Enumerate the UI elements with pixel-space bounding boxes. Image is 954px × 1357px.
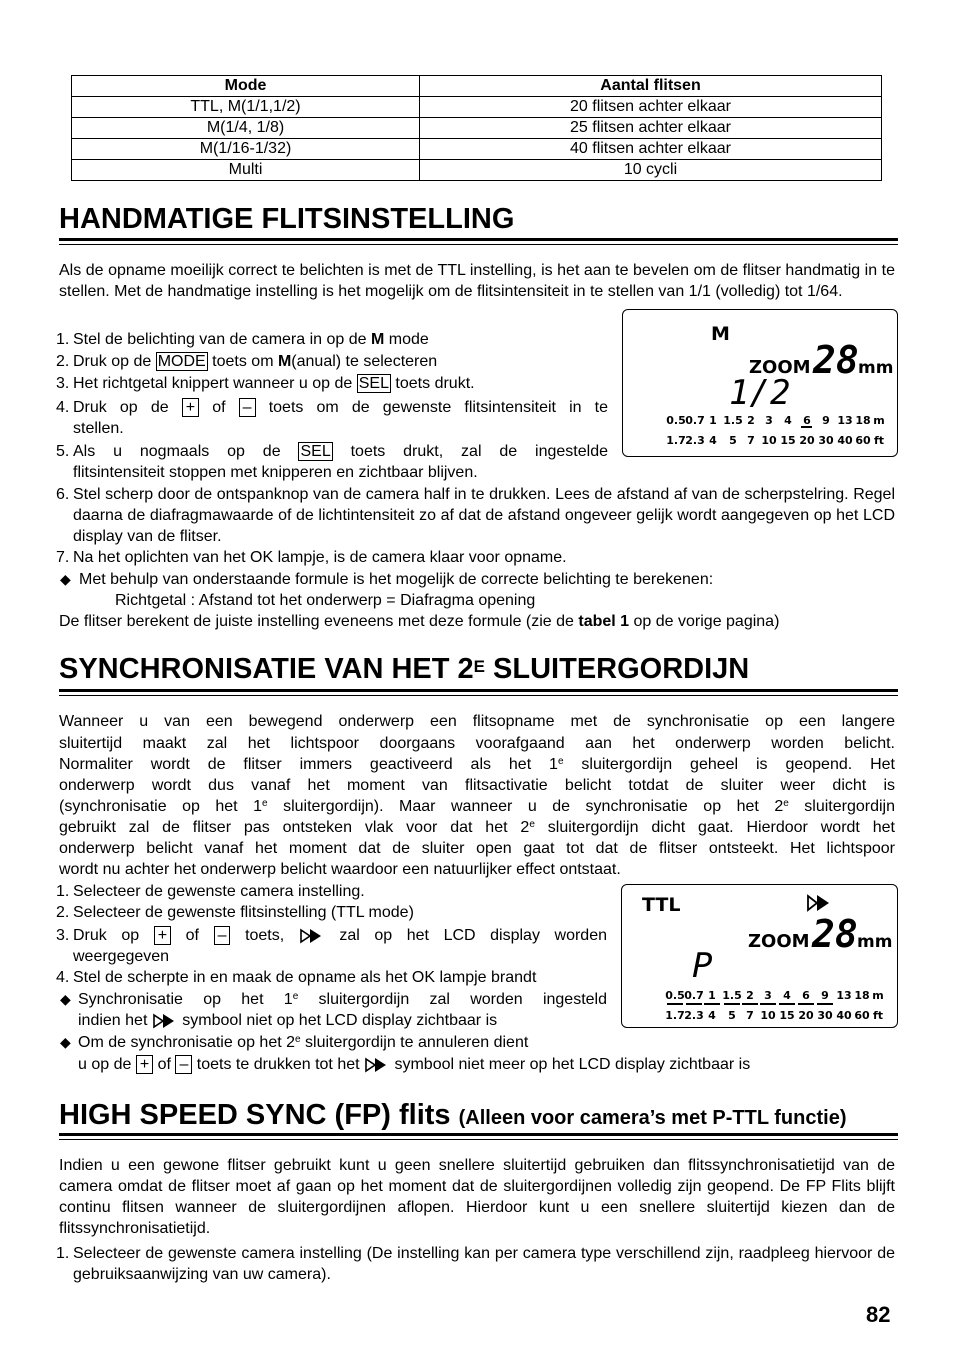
lcd-display-ttl: [621, 884, 898, 1028]
lcd-scale-label: 3: [765, 414, 773, 427]
step-number: 6.: [56, 486, 70, 503]
lcd-zoom-unit: mm: [857, 932, 893, 952]
lcd-zoom-label: ZOOM: [749, 357, 811, 378]
lcd-scale-label: 7: [746, 1009, 754, 1022]
lcd-scale-label: 1.7: [666, 434, 686, 447]
lcd-scale-label: 6: [803, 414, 811, 427]
lcd-scale-label: 20: [798, 1009, 814, 1022]
formula: Richtgetal : Afstand tot het onderwerp = Diafragma opening: [115, 592, 536, 609]
diamond-bullet-icon: ◆: [60, 571, 71, 587]
lcd-scale-label: 10: [760, 1009, 776, 1022]
lcd-scale-label: 40: [837, 434, 853, 447]
lcd-zoom-value: 28: [813, 338, 859, 382]
minus-key: –: [175, 1055, 192, 1074]
manual-step-6: Stel scherp door de ontspanknop van de camera half in te drukken. Lees de afstand af van de scherpstelring. Regel daarna de diafragmawaarde of de lichtintensiteit zo af dat de afstand ongeveer gelijk wordt aangegeven op het LCD display van de flitser.: [73, 486, 895, 545]
lcd-scale-label: 0.7: [684, 989, 704, 1002]
lcd-scale-label: 0.7: [685, 414, 705, 427]
sel-key: SEL: [358, 375, 389, 392]
lcd-scale-label: 1.5: [723, 414, 743, 427]
manual-closing: De flitser berekent de juiste instelling eveneens met deze formule (zie de tabel 1 op de vorige pagina): [59, 613, 780, 630]
lcd-scale-label: 2: [747, 414, 755, 427]
plus-key: +: [154, 926, 171, 945]
table-row: [72, 139, 882, 160]
minus-key: –: [214, 926, 231, 945]
section-divider: [59, 1133, 898, 1140]
manual-step-2: Druk op de MODE toets om M(anual) te selecteren: [73, 353, 438, 370]
section-divider: [59, 689, 898, 696]
manual-intro: Als de opname moeilijk correct te belichten is met de TTL instelling, is het aan te bevelen om de flitser handmatig in te stellen. Met de handmatige instelling is het mogelijk om de flitsintensiteit in te stellen van 1/1 (volledig) tot 1/64.: [59, 262, 895, 300]
minus-key: –: [239, 398, 256, 417]
sync-paragraph-line: (synchronisatie op het 1e sluitergordijn). Maar wanneer u de synchronisatie op het 2e sluitergordijn: [59, 798, 895, 815]
step-number: 2.: [56, 904, 70, 921]
rear-curtain-icon: [364, 1056, 390, 1074]
table-cell: Multi: [72, 160, 420, 181]
manual-step-5: Als u nogmaals op de SEL toets drukt, zal de ingestelde: [73, 443, 608, 460]
sync-paragraph-line: gebruikt zal de flitser pas ontsteken vlak voor dat het 2e sluitergordijn dicht gaat. Hierdoor wordt het: [59, 819, 895, 836]
table-cell: M(1/16-1/32): [72, 139, 420, 160]
section-title-high-speed-sync: HIGH SPEED SYNC (FP) flits (Alleen voor camera’s met P-TTL functie): [59, 1099, 847, 1131]
step-number: 3.: [56, 375, 70, 392]
sync-paragraph-line: onderwerp belicht vanaf het moment dat de sluiter open gaat tot dat de flitser ontsteekt. Het lichtspoor: [59, 840, 895, 857]
lcd-program: P: [692, 946, 713, 986]
lcd-zoom-unit: mm: [858, 358, 894, 378]
step-number: 5.: [56, 443, 70, 460]
diamond-bullet-icon: ◆: [60, 991, 71, 1007]
diamond-bullet-icon: ◆: [60, 1034, 71, 1050]
lcd-scale-label: 18: [854, 989, 870, 1002]
lcd-power: 1/2: [729, 373, 791, 413]
lcd-scale-label: ft: [872, 1009, 884, 1022]
lcd-graphic: [623, 310, 896, 455]
lcd-scale-label: 0.5: [665, 989, 685, 1002]
lcd-scale-label: 30: [817, 1009, 833, 1022]
plus-key: +: [182, 398, 199, 417]
step-number: 1.: [56, 883, 70, 900]
plus-key: +: [136, 1055, 153, 1074]
mode-key: MODE: [157, 353, 206, 370]
table-cell: 20 flitsen achter elkaar: [420, 97, 882, 118]
lcd-zoom-label: ZOOM: [748, 931, 810, 952]
lcd-scale-label: 13: [837, 414, 853, 427]
fp-step-1: Selecteer de gewenste camera instelling (De instelling kan per camera type verschillend zijn, raadpleeg hiervoor de gebruiksaanwijzing van uw camera).: [73, 1245, 895, 1283]
lcd-scale-label: 9: [822, 414, 830, 427]
lcd-scale-label: 15: [779, 1009, 795, 1022]
lcd-scale-label: 40: [836, 1009, 852, 1022]
table-row: [72, 160, 882, 181]
lcd-scale-label: 10: [761, 434, 777, 447]
sync-paragraph-line: Wanneer u van een bewegend onderwerp een flitsopname met de synchronisatie op een langere: [59, 713, 895, 730]
lcd-scale-label: 2: [746, 989, 754, 1002]
page-number: 82: [866, 1302, 891, 1327]
step-number: 4.: [56, 399, 70, 416]
rear-curtain-icon: [152, 1012, 178, 1030]
lcd-scale-label: 30: [818, 434, 834, 447]
step-number: 2.: [56, 353, 70, 370]
table-row: [72, 118, 882, 139]
lcd-scale-label: 7: [747, 434, 755, 447]
formula-note: Met behulp van onderstaande formule is het mogelijk de correcte belichting te berekenen:: [79, 571, 714, 588]
lcd-scale-label: 60: [854, 1009, 870, 1022]
lcd-scale-label: ft: [873, 434, 885, 447]
manual-step-7: Na het oplichten van het OK lampje, is de camera klaar voor opname.: [73, 549, 567, 566]
step-number: 3.: [56, 927, 70, 944]
sync-bullet-1-cont: indien het symbool niet op het LCD display zichtbaar is: [78, 1012, 498, 1029]
table-header-row: [72, 76, 882, 97]
table-header-count: Aantal flitsen: [420, 76, 882, 97]
lcd-mode: TTL: [642, 894, 681, 916]
lcd-scale-label: 9: [821, 989, 829, 1002]
sel-key: SEL: [300, 443, 331, 460]
lcd-scale-label: 4: [708, 1009, 716, 1022]
lcd-scale-label: 3: [764, 989, 772, 1002]
manual-step-4-cont: stellen.: [73, 420, 124, 437]
lcd-scale-label: 2.3: [685, 434, 705, 447]
lcd-scale-label: 2.3: [684, 1009, 704, 1022]
section-title-manual: HANDMATIGE FLITSINSTELLING: [59, 203, 515, 235]
lcd-scale-label: 0.5: [666, 414, 686, 427]
lcd-scale-label: 4: [784, 414, 792, 427]
lcd-scale-label: 20: [799, 434, 815, 447]
sync-step-2: Selecteer de gewenste flitsinstelling (TTL mode): [73, 904, 414, 921]
rear-curtain-icon: [808, 895, 829, 911]
lcd-mode: M: [711, 323, 730, 345]
lcd-scale-label: 1: [708, 989, 716, 1002]
rear-curtain-icon: [299, 927, 325, 945]
lcd-scale-label: 13: [836, 989, 852, 1002]
sync-paragraph-line: onderwerp wordt dus vanaf het moment van flitsactivatie belicht totdat de sluiter weer dicht is: [59, 777, 895, 794]
lcd-graphic: [622, 885, 896, 1026]
lcd-scale-label: 18: [855, 414, 871, 427]
lcd-scale-label: 6: [802, 989, 810, 1002]
table-row: [72, 97, 882, 118]
manual-step-4: Druk op de + of – toets om de gewenste flitsintensiteit in te: [73, 399, 608, 416]
lcd-scale-label: 4: [783, 989, 791, 1002]
lcd-scale-label: 1.5: [722, 989, 742, 1002]
lcd-scale-label: 60: [855, 434, 871, 447]
sync-bullet-2: Om de synchronisatie op het 2e sluitergordijn te annuleren dient: [78, 1034, 529, 1051]
sync-bullet-1: Synchronisatie op het 1e sluitergordijn zal worden ingesteld: [78, 991, 608, 1008]
step-number: 1.: [56, 331, 70, 348]
sync-step-1: Selecteer de gewenste camera instelling.: [73, 883, 365, 900]
fp-intro: Indien u een gewone flitser gebruikt kunt u geen snellere sluitertijd gebruiken dan flitssynchronisatietijd van de camera omdat de flitser moet af gaan op het moment dat de sluitergordijnen volledig zijn geopend. De FP Flits blijft continu flitsen wanneer de sluitergordijnen aflopen. Hierdoor kunt u een snellere sluitertijd kiezen dan de flitssynchronisatietijd.: [59, 1157, 895, 1237]
section-title-second-curtain: SYNCHRONISATIE VAN HET $2^E$ SLUITERGORDIJN: [59, 653, 750, 685]
lcd-zoom-value: 28: [812, 912, 858, 956]
sync-paragraph-line: wordt nu achter het onderwerp belicht waardoor een natuurlijker effect ontstaat.: [59, 861, 621, 878]
lcd-scale-label: 1: [709, 414, 717, 427]
lcd-scale-label: 5: [728, 1009, 736, 1022]
manual-step-1: Stel de belichting van de camera in op de M mode: [73, 331, 429, 348]
table-cell: TTL, M(1/1,1/2): [72, 97, 420, 118]
table-cell: 25 flitsen achter elkaar: [420, 118, 882, 139]
lcd-scale-label: 1.7: [665, 1009, 685, 1022]
step-number: 4.: [56, 969, 70, 986]
table-cell: 40 flitsen achter elkaar: [420, 139, 882, 160]
section-divider: [59, 238, 898, 245]
sync-paragraph-line: sluitertijd maakt zal het lichtspoor doorgaans voorafgaand aan het onderwerp worden belicht.: [59, 735, 895, 752]
sync-step-3-cont: weergegeven: [73, 948, 170, 965]
lcd-scale-label: 5: [729, 434, 737, 447]
sync-paragraph-line: Normaliter wordt de flitser immers geactiveerd als het 1e sluitergordijn geheel is geopend. Het: [59, 756, 896, 773]
lcd-scale-label: 15: [780, 434, 796, 447]
flash-count-table: [71, 75, 882, 181]
sync-step-4: Stel de scherpte in en maak de opname als het OK lampje brandt: [73, 969, 537, 986]
sync-bullet-2-cont: u op de + of – toets te drukken tot het symbool niet meer op het LCD display zichtbaar is: [78, 1056, 751, 1073]
lcd-scale-label: m: [872, 989, 884, 1002]
table-cell: 10 cycli: [420, 160, 882, 181]
manual-step-5-cont: flitsintensiteit stoppen met knipperen en zichtbaar blijven.: [73, 464, 478, 481]
table-cell: M(1/4, 1/8): [72, 118, 420, 139]
manual-step-3: Het richtgetal knippert wanneer u op de SEL toets drukt.: [73, 375, 475, 392]
lcd-display-manual: [622, 309, 898, 457]
step-number: 1.: [56, 1245, 70, 1262]
lcd-scale-label: 4: [709, 434, 717, 447]
lcd-scale-label: m: [873, 414, 885, 427]
table-header-mode: Mode: [72, 76, 420, 97]
step-number: 7.: [56, 549, 70, 566]
sync-step-3: Druk op + of – toets, zal op het LCD display worden: [73, 927, 607, 944]
